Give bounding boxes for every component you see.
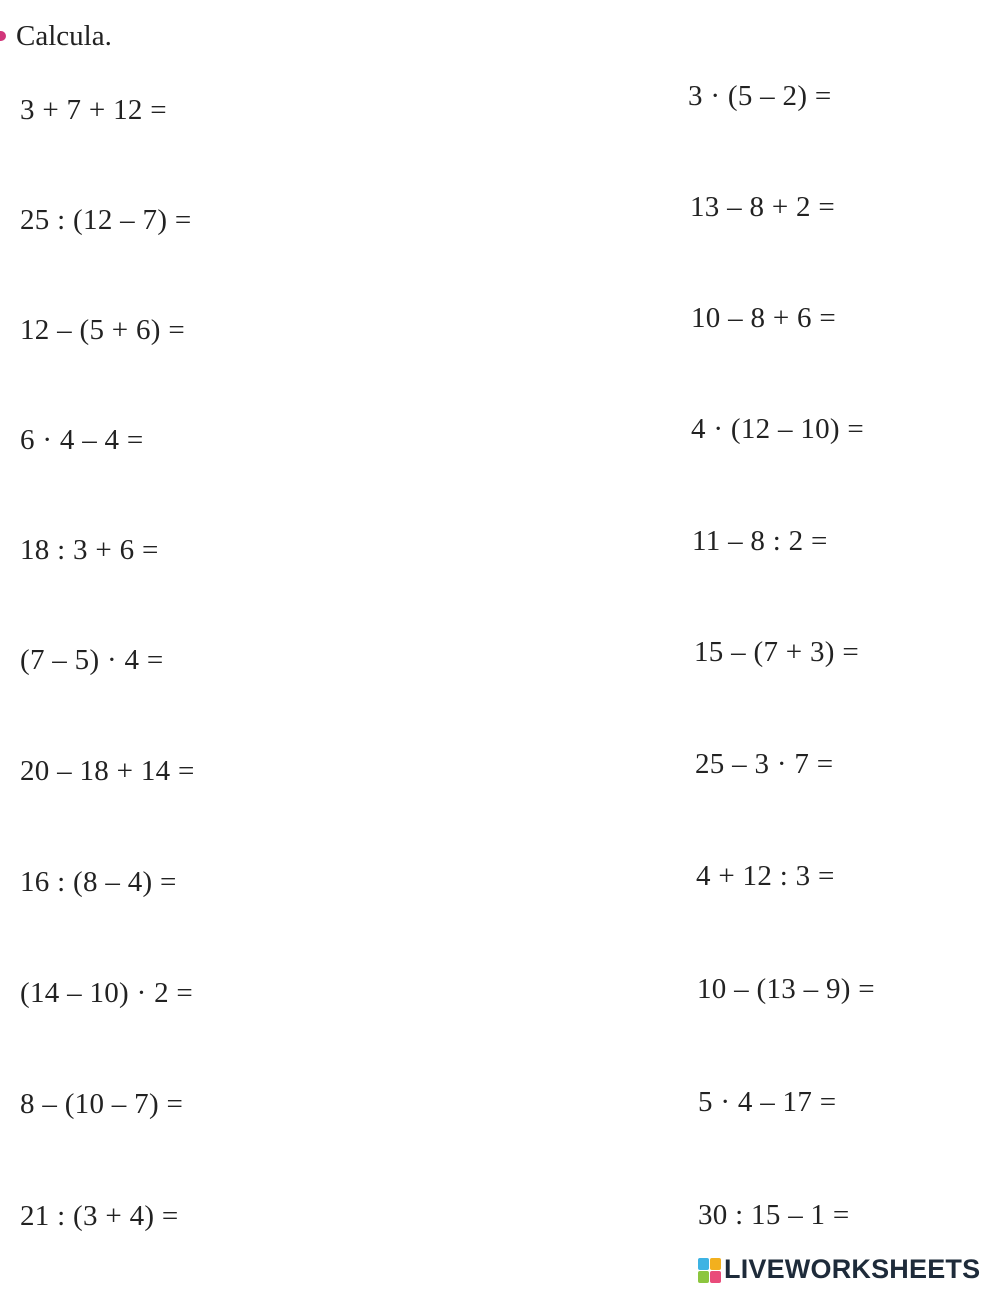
logo-text: LIVEWORKSHEETS: [724, 1254, 981, 1284]
exercise-right-6: 15 – (7 + 3) =: [694, 636, 859, 668]
exercise-right-5: 11 – 8 : 2 =: [692, 525, 828, 557]
instruction-text: Calcula.: [16, 19, 112, 52]
section-bullet-icon: [0, 31, 6, 41]
exercise-right-9: 10 – (13 – 9) =: [697, 973, 875, 1005]
exercise-right-10: 5 · 4 – 17 =: [698, 1086, 837, 1118]
exercise-left-8: 16 : (8 – 4) =: [20, 866, 177, 898]
exercise-left-7: 20 – 18 + 14 =: [20, 755, 195, 787]
exercise-right-1: 3 · (5 – 2) =: [688, 80, 832, 112]
exercise-right-3: 10 – 8 + 6 =: [691, 302, 837, 334]
exercise-left-9: (14 – 10) · 2 =: [20, 977, 194, 1009]
exercise-left-4: 6 · 4 – 4 =: [20, 424, 144, 456]
exercise-right-8: 4 + 12 : 3 =: [696, 860, 835, 892]
exercise-left-1: 3 + 7 + 12 =: [20, 94, 167, 126]
exercise-right-11: 30 : 15 – 1 =: [698, 1199, 850, 1231]
liveworksheets-logo-icon: [698, 1258, 720, 1282]
liveworksheets-logo[interactable]: [698, 1254, 980, 1285]
exercise-right-2: 13 – 8 + 2 =: [690, 191, 836, 223]
exercise-right-4: 4 · (12 – 10) =: [691, 413, 865, 445]
exercise-right-7: 25 – 3 · 7 =: [695, 748, 834, 780]
exercise-left-2: 25 : (12 – 7) =: [20, 204, 192, 236]
exercise-left-5: 18 : 3 + 6 =: [20, 534, 159, 566]
exercise-left-11: 21 : (3 + 4) =: [20, 1200, 179, 1232]
exercise-left-6: (7 – 5) · 4 =: [20, 644, 164, 676]
exercise-left-3: 12 – (5 + 6) =: [20, 314, 185, 346]
exercise-left-10: 8 – (10 – 7) =: [20, 1088, 184, 1120]
exercise-header: [0, 16, 112, 56]
